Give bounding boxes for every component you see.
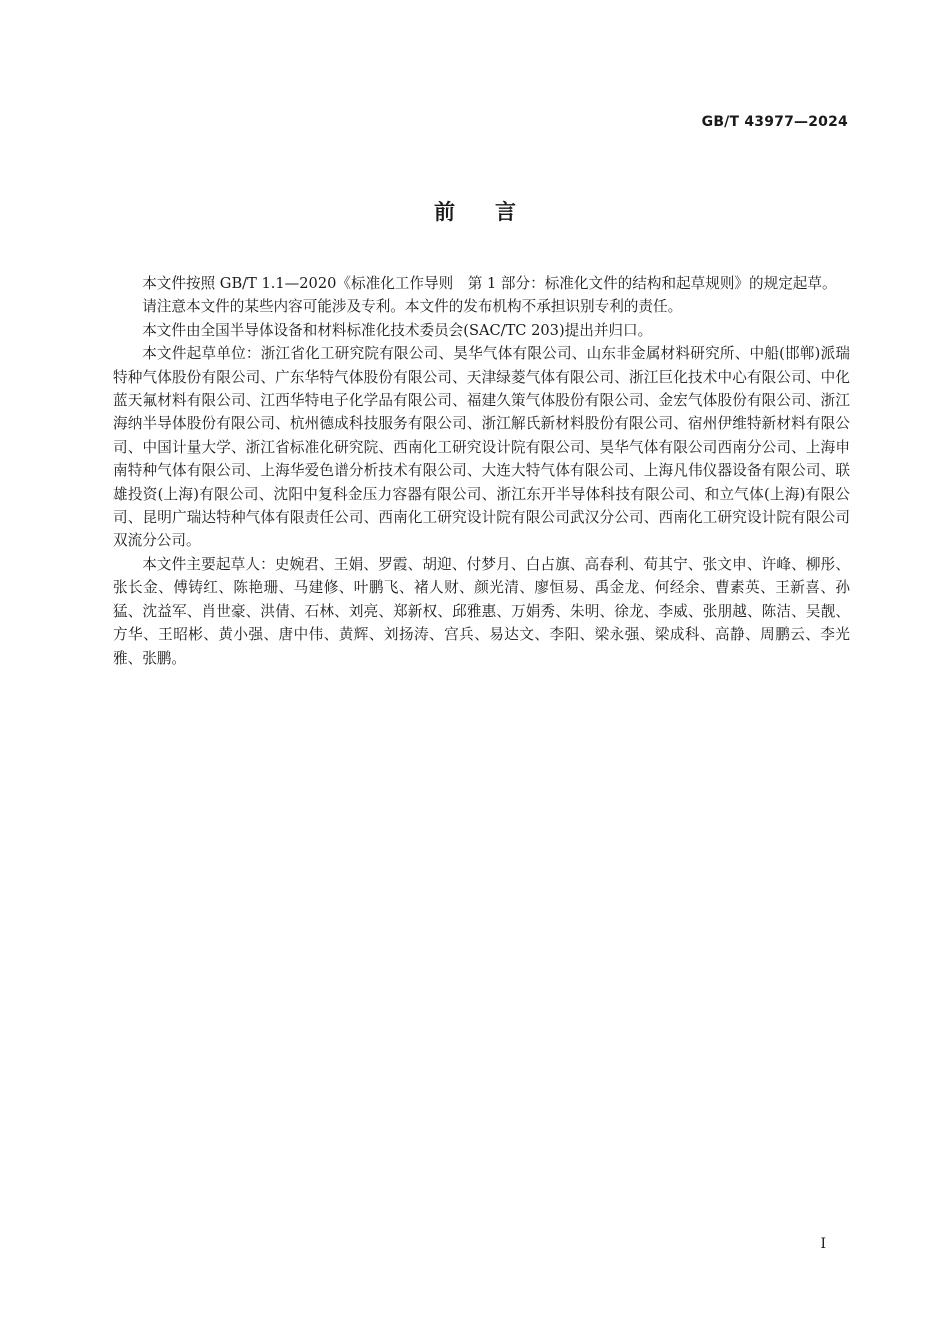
paragraph-patent-notice: 请注意本文件的某些内容可能涉及专利。本文件的发布机构不承担识别专利的责任。 xyxy=(142,298,683,316)
paragraph-drafting-units: 本文件起草单位：浙江省化工研究院有限公司、昊华气体有限公司、山东非金属材料研究所、中船(邯郸)派瑞特种气体股份有限公司、广东华特气体股份有限公司、天津绿菱气体有限公司、浙江巨化技术中心有限公司、中化蓝天氟材料有限公司、江西华特电子化学品有限公司、福建久策气体股份有限公司、金宏气体股份有限公司、浙江海纳半导体股份有限公司、杭州德成科技服务有限公司、浙江解氏新材料股份有限公司、宿州伊维特新材料有限公司、中国计量大学、浙江省标准化研究院、西南化工研究设计院有限公司、昊华气体有限公司西南分公司、上海申南特种气体有限公司、上海华爱色谱分析技术有限公司、大连大特气体有限公司、上海凡伟仪器设备有限公司、联雄投资(上海)有限公司、沈阳中复科金压力容器有限公司、浙江东开半导体科技有限公司、和立气体(上海)有限公司、昆明广瑞达特种气体有限责任公司、西南化工研究设计院有限公司武汉分公司、西南化工研究设计院有限公司双流分公司。 xyxy=(113,345,850,550)
paragraph-drafters: 本文件主要起草人：史婉君、王娟、罗霞、胡迎、付梦月、白占旗、高春利、荀其宁、张文申、许峰、柳彤、张长金、傅铸红、陈艳珊、马建修、叶鹏飞、褚人财、颜光清、廖恒易、禹金龙、何经余、曹素英、王新喜、孙猛、沈益军、肖世豪、洪倩、石林、刘亮、郑新权、邱雅惠、万娟秀、朱明、徐龙、李威、张朋越、陈洁、吴靓、方华、王昭彬、黄小强、唐中伟、黄辉、刘扬涛、宫兵、易达文、李阳、梁永强、梁成科、高静、周鹏云、李光雅、张鹏。 xyxy=(113,555,850,667)
page-title: 前言 xyxy=(434,200,556,224)
paragraph-drafting-rules: 本文件按照 GB/T 1.1—2020《标准化工作导则 第 1 部分：标准化文件的结构和起草规则》的规定起草。 xyxy=(142,275,837,292)
paragraph-committee: 本文件由全国半导体设备和材料标准化技术委员会(SAC/TC 203)提出并归口。 xyxy=(142,321,653,339)
page-number: I xyxy=(820,1236,826,1252)
foreword-body xyxy=(113,272,850,670)
standard-number: GB/T 43977—2024 xyxy=(701,114,848,130)
